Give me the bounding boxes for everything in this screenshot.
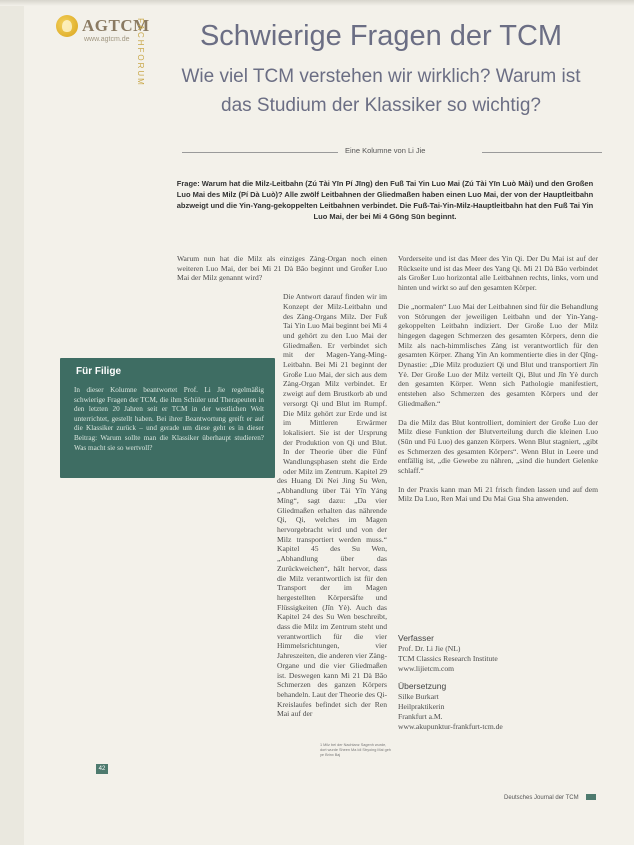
page-binding-edge [0, 0, 24, 845]
info-box [60, 358, 275, 478]
paragraph: Da die Milz das Blut kontrolliert, dominiert der Große Luo der Milz diese Funktion der Blutverteilung durch die kleinen Luo (Sūn und Fú Luo) des ganzen Körpers. Wenn Blut stagniert, „gibt es Schmerzen des gesamten Körpers“. Wenn Blut in Leere und entfällig ist, „die Gewebe zu nähren, „sind die hundert Gelenke schlaff.“ [398, 417, 598, 476]
translator-heading: Übersetzung [398, 681, 447, 691]
wrap-area [277, 292, 387, 719]
section-label-text: FACHFORUM [135, 18, 145, 87]
translator-line: Silke Burkart [398, 692, 439, 701]
section-label [136, 14, 150, 94]
logo-url: www.agtcm.de [84, 36, 130, 43]
paragraph: Die Antwort darauf finden wir im Konzept der Milz-Leitbahn und des Zàng-Organs Milz. Der Fuß Tai Yin Luo Mai beginnt bei Mi 4 und gehört zu den Luo Mai der Gliedmaßen. Er verbindet sich mit der Magen-Yang-Ming-Leitbahn. Bei Mi 21 beginnt der Große Luo Mai, der sich aus dem Zàng-Organ Milz verbindet. Er zweigt auf dem Brustkorb ab und versorgt Qi und Blut im Rumpf. Die Milz gehört zur Erde und ist im Mittleren Erwärmer lokalisiert. Sie ist der Ursprung der Produktion von Qi und Blut. In der Theorie über die Fünf Wandlungsphasen steht die Erde oder Milz im Zentrum. Kapitel 29 des Huang Di Nei Jing Su Wen, „Abhandlung über Tài Yīn Yáng Míng“, sagt dazu: „Da vier Gliedmaßen erhalten das nährende Qi, Qi, welches im Magen hervorgebracht wird und von der Milz transportiert werden muss.“ Kapitel 45 des Su Wen, „Abhandlung über das Zurückweichen“, hält hervor, dass die Milz verantwortlich ist für den Transport der im Magen hergestellten Körpersäfte und Flüssigkeiten (Jīn Yè). Auch das Kapitel 24 des Su Wen beschreibt, dass die Milz im Zentrum steht und verantwortlich für die vier Himmelsrichtungen, vier Jahreszeiten, die anderen vier Zàng-Organe und die vier Gliedmaßen ist. Deswegen kann Mi 21 Dà Bāo Schmerzen des ganzen Körpers behandeln. Laut der Theorie des Qi-Kreislaufes befindet sich der Ren Mai auf der [277, 292, 387, 719]
scan-shadow [0, 0, 634, 6]
translator-line: Heilpraktikerin [398, 702, 445, 711]
footer-mark [586, 794, 596, 800]
byline [182, 146, 602, 158]
body-column-1 [177, 254, 387, 728]
paragraph: Die „normalen“ Luo Mai der Leitbahnen sind für die Behandlung von Störungen der jeweiligen Leitbahn und der Yin-Yang-gekoppelten Leitbahn indiziert. Der Große Luo der Milz hingegen dagegen Schmerzen des gesamten Körpers, denn die Milz als nach-himmlisches Zàng ist verantwortlich für den gesamten Körper. Zhang Yin An kommentierte dies in der Qīng-Dynastie: „Die Milz produziert Qi und Blut und transportiert Jīn Yè. Der Große Luo der Milz verteilt Qi, Blut und Jīn Yè durch den gesamten Körper. Wenn sich Pathologie manifestiert, entstehen also Schmerzen des gesamten Körpers und der Gliedmaßen.“ [398, 301, 598, 408]
translator-link[interactable]: www.akupunktur-frankfurt-tcm.de [398, 722, 503, 731]
byline-rule-right [482, 152, 602, 153]
logo-name: AGTCM [82, 16, 150, 35]
author-block [398, 633, 598, 674]
author-link[interactable]: www.lijietcm.com [398, 664, 455, 673]
author-line: TCM Classics Research Institute [398, 654, 498, 663]
paragraph: Warum nun hat die Milz als einziges Zàng-Organ noch einen weiteren Luo Mai, der bei Mi 21 Dà Bāo beginnt und Großer Luo Mai der Milz genannt wird? [177, 254, 387, 283]
paragraph: In der Praxis kann man Mi 21 frisch finden lassen und auf dem Milz Da Luo, Ren Mai und Du Mai Gua Sha anwenden. [398, 484, 598, 504]
translator-line: Frankfurt a.M. [398, 712, 443, 721]
lead-question: Frage: Warum hat die Milz-Leitbahn (Zú Tài Yīn Pí Jīng) den Fuß Tai Yin Luo Mai (Zú Tài Yīn Luò Mài) und den Großen Luo Mai des Milz (Pí Dà Luò)? Alle zwölf Leitbahnen der Gliedmaßen haben einen Luo Mai, der von der Hauptleitbahn abzweigt und die Yin-Yang-gekoppelten Leitbahnen verbindet. Die Fuß-Tai-Yin-Milz-Hauptleitbahn hat den Fuß Tai Yin Luo Mai, der bei Mi 4 Gōng Sūn beginnt. [176, 179, 594, 221]
author-info [398, 633, 598, 739]
info-box-heading: Für Filige [76, 366, 121, 377]
author-line: Prof. Dr. Li Jie (NL) [398, 644, 461, 653]
page-number: 42 [96, 764, 108, 774]
translator-block [398, 681, 598, 732]
paragraph: Vorderseite und ist das Meer des Yin Qi. Der Du Mai ist auf der Rückseite und ist das Meer des Yang Qi. Mi 21 Dà Bāo verbindet als Großer Luo horizontal alle Leitbahnen rechts, links, vorn und hinten und wirkt so auf den gesamten Körper. [398, 254, 598, 293]
info-box-text: In dieser Kolumne beantwortet Prof. Li Jie regelmäßig schwierige Fragen der TCM, die ihm Schüler und Therapeuten in den letzten 20 Jahren seit er TCM in der westlichen Welt unterrichtet, gestellt haben. Bei ihrer Beantwortung greift er auf die Klassiker zurück – und gerade um diese geht es in dieser Beitrag: Warum sollte man die Klassiker überhaupt studieren? Was macht sie so wertvoll? [74, 386, 264, 452]
body-column-2 [398, 254, 598, 513]
logo-emblem-icon [56, 15, 78, 37]
byline-text: Eine Kolumne von Li Jie [345, 146, 426, 155]
article-title: Schwierige Fragen der TCM [199, 20, 563, 52]
footnote: 1 Milz bei der Nachtanz Sagenh wurde, dort wurde Sheen Ma Idi Stryoing Mai geh ye Brinx Baj [320, 743, 391, 757]
byline-rule-left [182, 152, 338, 153]
journal-footer: Deutsches Journal der TCM [504, 795, 579, 801]
article-subtitle: Wie viel TCM verstehen wir wirklich? Warum ist das Studium der Klassiker so wichtig? [181, 66, 581, 116]
author-heading: Verfasser [398, 633, 434, 643]
